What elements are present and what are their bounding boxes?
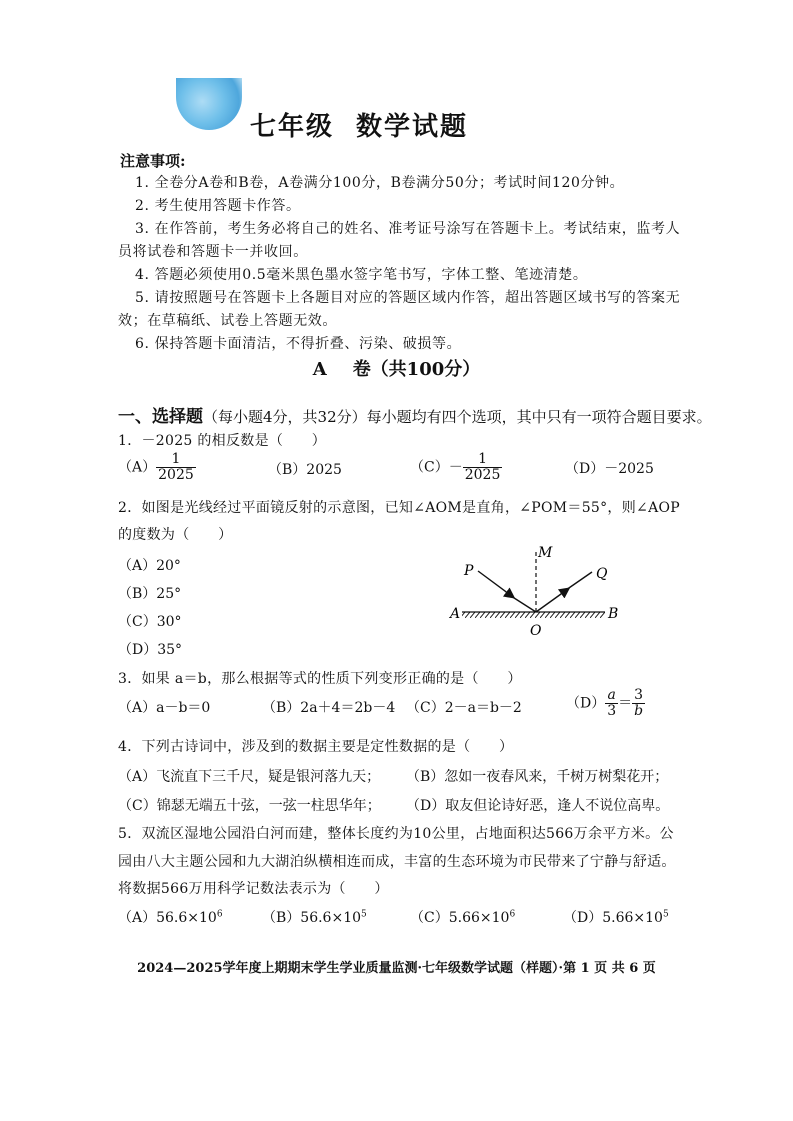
part1-desc: （每小题4分，共32分）每小题均有四个选项，其中只有一项符合题目要求。: [203, 408, 712, 426]
title-grade: 七年级: [250, 112, 335, 142]
question-5-line3: 将数据566万用科学记数法表示为（ ）: [118, 881, 389, 897]
notice-line: 2. 考生使用答题卡作答。: [135, 198, 301, 214]
label-m: M: [538, 545, 553, 561]
option-text: （B）56.6×10: [262, 910, 362, 926]
exponent: 6: [216, 909, 223, 920]
q2-option-b: （B）25°: [118, 586, 182, 602]
part1-heading: [118, 402, 712, 427]
ray-reflected-arrow: [536, 589, 568, 612]
question-3-stem: 3．如果 a＝b，那么根据等式的性质下列变形正确的是（ ）: [118, 671, 522, 687]
fraction-denominator: b: [634, 703, 644, 719]
q5-option-a: [118, 907, 223, 927]
q5-option-c: [410, 907, 515, 927]
ray-reflected: [566, 572, 592, 590]
q3-option-c: （C）2－a＝b－2: [406, 700, 522, 716]
fraction-numerator: a: [605, 688, 618, 704]
notice-line: 5. 请按照题号在答题卡上各题目对应的答题区域内作答，超出答题区域书写的答案无: [135, 290, 681, 306]
q2-option-c: （C）30°: [118, 614, 182, 630]
fraction: [156, 452, 196, 483]
q3-option-b: （B）2a＋4＝2b－4: [262, 700, 396, 716]
q5-option-b: [262, 907, 367, 927]
ray-incident-arrow: [478, 571, 513, 597]
q4-option-d: （D）取友但论诗好恶，逢人不说位高卑。: [406, 798, 670, 814]
option-label: （A）: [118, 459, 157, 476]
q2-option-d: （D）35°: [118, 642, 183, 658]
fraction-numerator: 3: [632, 688, 645, 704]
label-p: P: [464, 563, 474, 579]
section-label: 卷（共100分）: [352, 359, 481, 380]
notice-line: 员将试卷和答题卡一并收回。: [118, 244, 308, 260]
fraction-denominator: 2025: [158, 467, 194, 483]
q2-option-a: （A）20°: [118, 558, 181, 574]
fraction-numerator: 1: [156, 452, 196, 468]
question-4-stem: 4．下列古诗词中，涉及到的数据主要是定性数据的是（ ）: [118, 739, 514, 755]
q3-option-a: （A）a－b＝0: [118, 700, 211, 716]
notice-line: 6. 保持答题卡面清洁，不得折叠、污染、破损等。: [135, 336, 462, 352]
equals-sign: ＝: [618, 695, 633, 712]
page-title: [250, 106, 468, 143]
part1-title: 一、选择题: [118, 407, 203, 427]
fraction: [605, 688, 618, 719]
question-5-line1: 5．双流区湿地公园沿白河而建，整体长度约为10公里，占地面积达566万余平方米。公: [118, 826, 674, 842]
question-1-stem: 1．－2025 的相反数是（ ）: [118, 433, 327, 449]
label-a: A: [450, 606, 461, 622]
notice-line: 1. 全卷分A卷和B卷，A卷满分100分，B卷满分50分；考试时间120分钟。: [135, 175, 625, 191]
mirror-hatching: [462, 612, 605, 618]
fraction: [632, 688, 645, 719]
section-letter: A: [312, 359, 327, 380]
option-label: （D）: [566, 695, 606, 712]
school-logo: [176, 78, 242, 130]
ray-incident: [511, 596, 536, 612]
exponent: 5: [662, 909, 669, 920]
option-text: （A）56.6×10: [118, 910, 217, 926]
option-text: （C）5.66×10: [410, 910, 510, 926]
label-o: O: [530, 623, 542, 639]
fraction: [463, 452, 503, 483]
label-q: Q: [596, 566, 608, 582]
option-label: （C）－: [410, 459, 463, 476]
q5-option-d: [563, 907, 669, 927]
question-2-stem-line1: 2．如图是光线经过平面镜反射的示意图，已知∠AOM是直角，∠POM＝55°，则∠AOP: [118, 500, 680, 516]
q1-option-b: （B）2025: [268, 462, 342, 478]
q4-option-a: （A）飞流直下三千尺，疑是银河落九天；: [118, 769, 381, 785]
fraction-denominator: 3: [607, 703, 617, 719]
section-title: [0, 355, 793, 381]
question-5-line2: 园由八大主题公园和九大湖泊纵横相连而成，丰富的生态环境为市民带来了宁静与舒适。: [118, 854, 676, 870]
notice-line: 效；在草稿纸、试卷上答题无效。: [118, 313, 337, 329]
label-b: B: [608, 606, 619, 622]
q4-option-c: （C）锦瑟无端五十弦，一弦一柱思华年；: [118, 798, 381, 814]
notice-line: 4. 答题必须使用0.5毫米黑色墨水签字笔书写，字体工整、笔迹清楚。: [135, 267, 588, 283]
question-2-stem-line2: 的度数为（ ）: [118, 527, 233, 543]
mirror-reflection-diagram: [440, 540, 640, 640]
page-footer: 2024—2025学年度上期期末学生学业质量监测·七年级数学试题（样题）·第 1 页 共 6 页: [137, 961, 656, 976]
notice-heading: 注意事项:: [120, 152, 186, 170]
q3-option-d: [566, 688, 645, 719]
q4-option-b: （B）忽如一夜春风来，千树万树梨花开；: [406, 769, 669, 785]
exponent: 5: [361, 909, 367, 920]
exponent: 6: [509, 909, 516, 920]
notice-line: 3. 在作答前，考生务必将自己的姓名、准考证号涂写在答题卡上。考试结束，监考人: [135, 221, 681, 237]
q1-option-c: [410, 452, 502, 483]
fraction-numerator: 1: [463, 452, 503, 468]
option-text: （D）5.66×10: [563, 910, 663, 926]
q1-option-d: （D）－2025: [565, 461, 654, 477]
q1-option-a: [118, 452, 196, 483]
title-subject: 数学试题: [356, 112, 469, 142]
fraction-denominator: 2025: [464, 467, 501, 483]
